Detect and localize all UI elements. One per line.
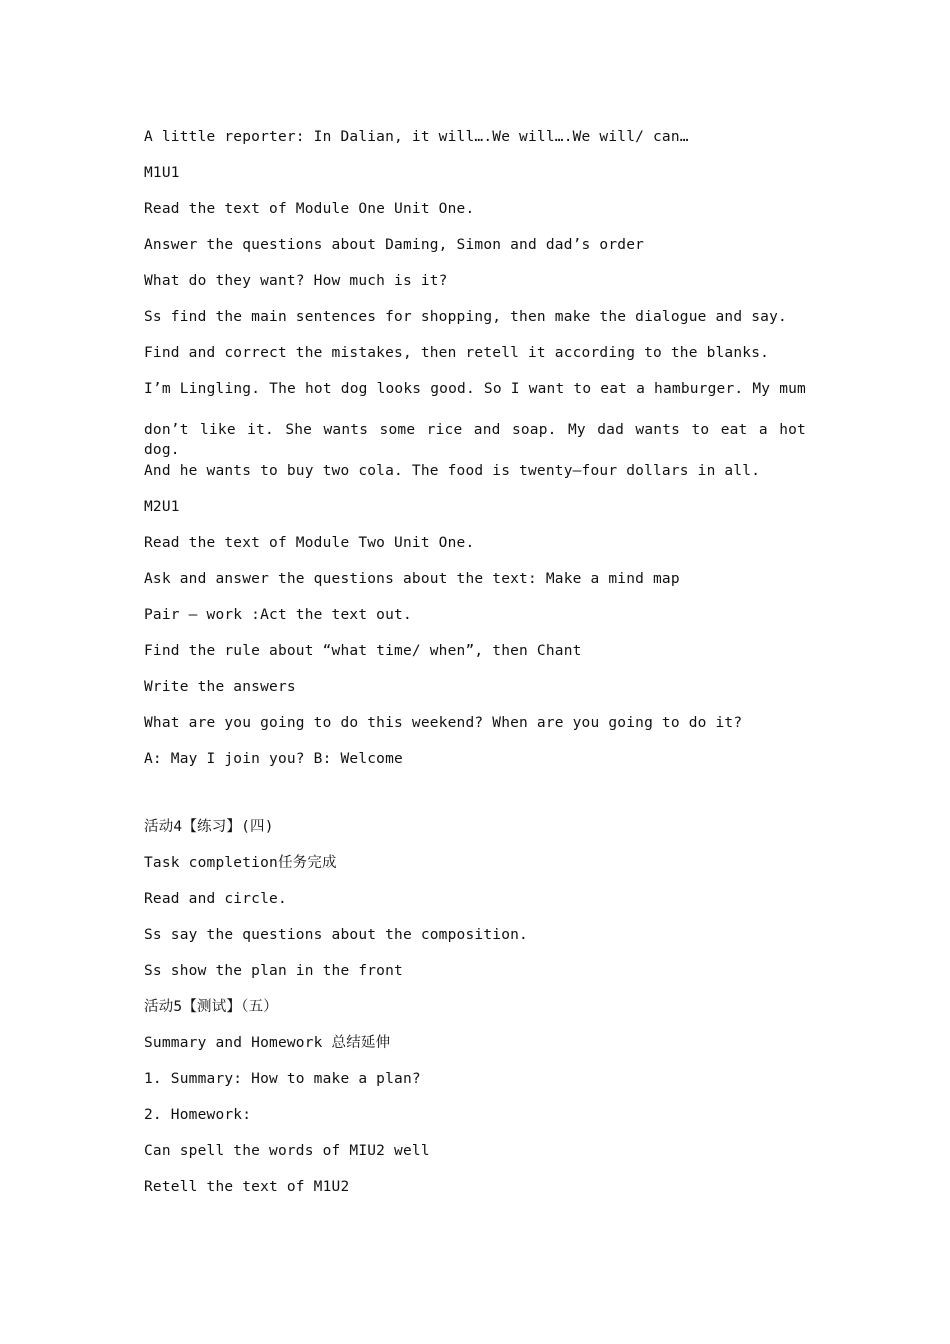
text-line: Write the answers	[144, 679, 296, 695]
text-line: Summary and Homework 总结延伸	[144, 1035, 391, 1051]
paragraph-line: don’t like it. She wants some rice and soap. My dad wants to eat a hot dog.	[144, 422, 806, 458]
text-line: What do they want? How much is it?	[144, 273, 448, 289]
text-line: Ss say the questions about the composition.	[144, 927, 528, 943]
text-line: Ask and answer the questions about the text: Make a mind map	[144, 571, 680, 587]
text-line: Retell the text of M1U2	[144, 1179, 350, 1195]
activity-heading-5: 活动5【测试】（五）	[144, 999, 278, 1015]
text-line: Answer the questions about Daming, Simon and dad’s order	[144, 237, 645, 253]
paragraph-line: And he wants to buy two cola. The food is twenty—four dollars in all.	[144, 463, 761, 479]
text-line: Read and circle.	[144, 891, 287, 907]
text-line: Find the rule about “what time/ when”, then Chant	[144, 643, 582, 659]
text-line: Can spell the words of MIU2 well	[144, 1143, 430, 1159]
activity-heading-4: 活动4【练习】(四)	[144, 819, 274, 835]
text-line: A: May I join you? B: Welcome	[144, 751, 403, 767]
text-line: Task completion任务完成	[144, 855, 337, 871]
text-line: Ss show the plan in the front	[144, 963, 403, 979]
section-heading-m1u1: M1U1	[144, 165, 180, 181]
text-line: 1. Summary: How to make a plan?	[144, 1071, 421, 1087]
text-line: What are you going to do this weekend? When are you going to do it?	[144, 715, 743, 731]
text-line: A little reporter: In Dalian, it will….We will….We will/ can…	[144, 129, 689, 145]
text-line: Pair – work :Act the text out.	[144, 607, 412, 623]
text-line: 2. Homework:	[144, 1107, 252, 1123]
section-heading-m2u1: M2U1	[144, 499, 180, 515]
text-line: Find and correct the mistakes, then retell it according to the blanks.	[144, 345, 770, 361]
text-line: Read the text of Module One Unit One.	[144, 201, 475, 217]
text-line: Read the text of Module Two Unit One.	[144, 535, 475, 551]
paragraph-line: I’m Lingling. The hot dog looks good. So I want to eat a hamburger. My mum	[144, 381, 806, 397]
text-line: Ss find the main sentences for shopping, then make the dialogue and say.	[144, 309, 787, 325]
